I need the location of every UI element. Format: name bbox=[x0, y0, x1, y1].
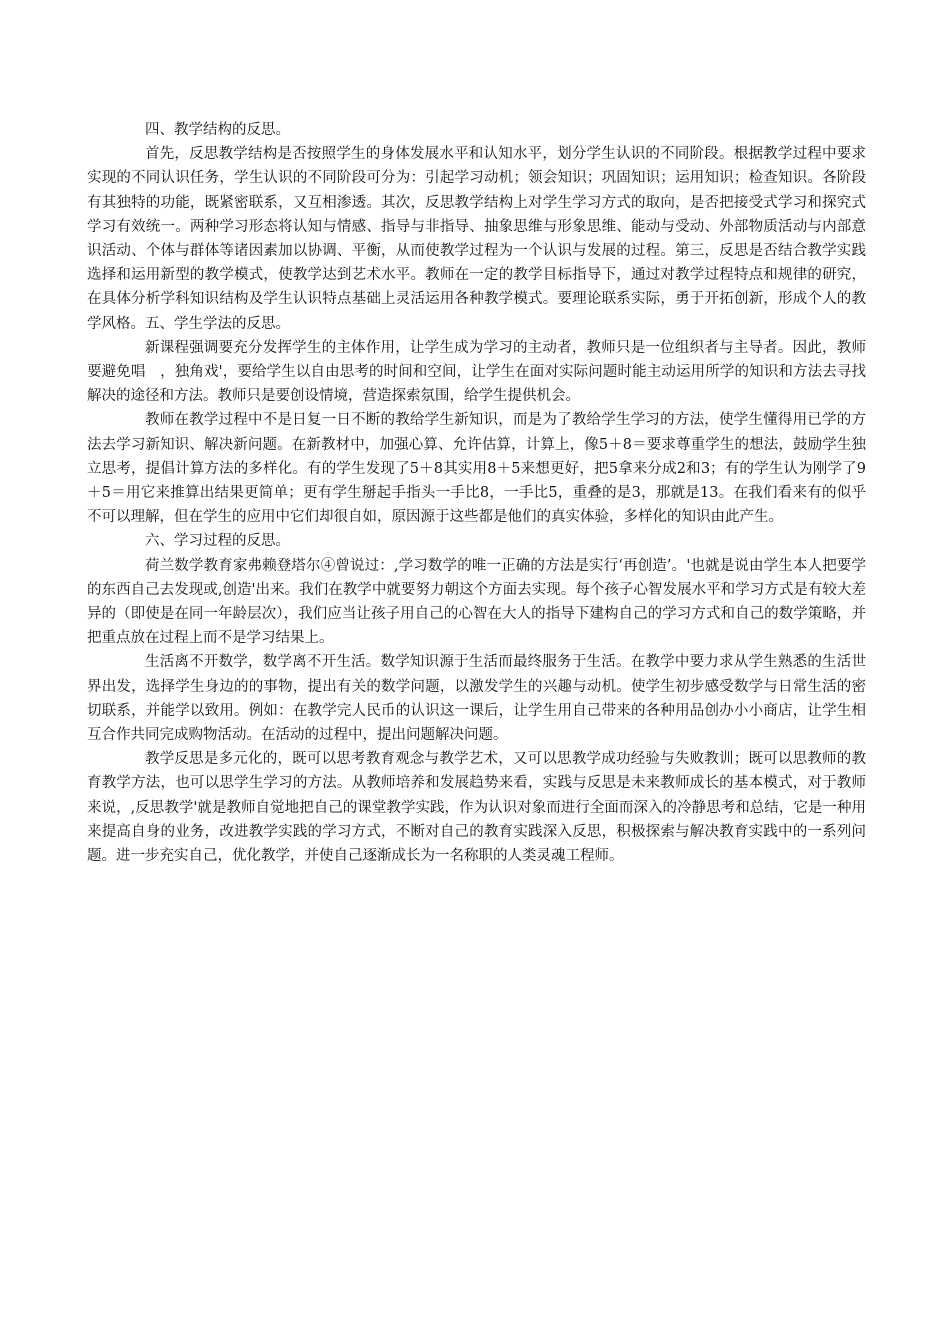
document-body bbox=[87, 118, 866, 868]
paragraph-student-centered: 新课程强调要充分发挥学生的主体作用，让学生成为学习的主动者，教师只是一位组织者与主导者。因此，教师要避免唱 ，独角戏'，要给学生以自由思考的时间和空间，让学生在面对实际问题时能主动运用所学的知识和方法去寻找解决的途径和方法。教师只是要创设情境，营造探索氛围，给学生提供机会。 bbox=[87, 339, 866, 405]
paragraph-freudenthal: 荷兰数学教育家弗赖登塔尔④曾说过：,学习数学的唯一正确的方法是实行‘再创造’。'也就是说由学生本人把要学的东西自己去发现或,创造'出来。我们在教学中就要努力朝这个方面去实现。每个孩子心智发展水平和学习方式是有较大差异的（即使是在同一年龄层次），我们应当让孩子用自己的心智在大人的指导下建构自己的学习方式和自己的数学策略，并把重点放在过程上而不是学习结果上。 bbox=[87, 557, 866, 647]
paragraph-teaching-structure: 首先，反思教学结构是否按照学生的身体发展水平和认知水平，划分学生认识的不同阶段。根据教学过程中要求实现的不同认识任务，学生认识的不同阶段可分为：引起学习动机；领会知识；巩固知识；运用知识；检查知识。各阶段有其独特的功能，既紧密联系，又互相渗透。其次，反思教学结构上对学生学习方式的取向，是否把接受式学习和探究式学习有效统一。两种学习形态将认知与情感、指导与非指导、抽象思维与形象思维、能动与受动、外部物质活动与内部意识活动、个体与群体等诸因素加以协调、平衡，从而使教学过程为一个认识与发展的过程。第三，反思是否结合教学实践选择和运用新型的教学模式，使教学达到艺术水平。教师在一定的教学目标指导下，通过对教学过程特点和规律的研究，在具体分析学科知识结构及学生认识特点基础上灵活运用各种教学模式。要理论联系实际，勇于开拓创新，形成个人的教学风格。五、学生学法的反思。 bbox=[87, 146, 866, 332]
paragraph-learning-methods: 教师在教学过程中不是日复一日不断的教给学生新知识，而是为了教给学生学习的方法，使学生懂得用已学的方法去学习新知识、解决新问题。在新教材中，加强心算、允许估算，计算上，像5＋8＝要求尊重学生的想法，鼓励学生独立思考，提倡计算方法的多样化。有的学生发现了5＋8其实用8＋5来想更好，把5拿来分成2和3；有的学生认为刚学了9＋5＝用它来推算出结果更简单；更有学生掰起手指头一手比8，一手比5，重叠的是3，那就是13。在我们看来有的似乎不可以理解，但在学生的应用中它们却很自如，原因源于这些都是他们的真实体验，多样化的知识由此产生。 bbox=[87, 412, 866, 526]
paragraph-conclusion: 教学反思是多元化的，既可以思考教育观念与教学艺术，又可以思教学成功经验与失败教训；既可以思教师的教育教学方法，也可以思学生学习的方法。从教师培养和发展趋势来看，实践与反思是未来教师成长的基本模式，对于教师来说，,反思教学'就是教师自觉地把自己的课堂教学实践，作为认识对象而进行全面而深入的冷静思考和总结，它是一种用来提高自身的业务，改进教学实践的学习方式，不断对自己的教育实践深入反思，积极探索与解决教育实践中的一系列问题。进一步充实自己，优化教学，并使自己逐渐成长为一名称职的人类灵魂工程师。 bbox=[87, 751, 866, 865]
section-heading-learning-process: 六、学习过程的反思。 bbox=[145, 533, 290, 550]
paragraph-life-and-math: 生活离不开数学，数学离不开生活。数学知识源于生活而最终服务于生活。在教学中要力求从学生熟悉的生活世界出发，选择学生身边的的事物，提出有关的数学问题，以激发学生的兴趣与动机。使学生初步感受数学与日常生活的密切联系，并能学以致用。例如：在教学完人民币的认识这一课后，让学生用自己带来的各种用品创办小小商店，让学生相互合作共同完成购物活动。在活动的过程中，提出问题解决问题。 bbox=[87, 654, 866, 744]
section-heading-teaching-structure: 四、教学结构的反思。 bbox=[145, 122, 290, 138]
